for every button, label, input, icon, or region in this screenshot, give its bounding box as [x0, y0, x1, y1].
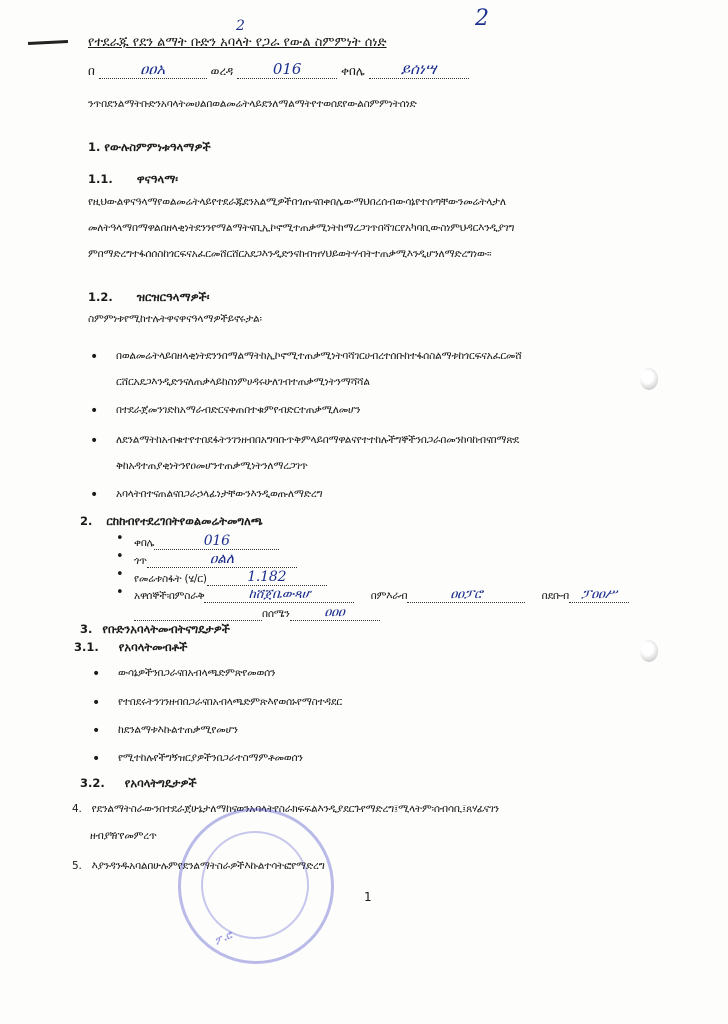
list-item-continuation: ርሸርአደጋእንዲድንናለጠቃላይከስነምሀዳሩሁለገብተጠቃሚነትንማሻሻል	[116, 376, 370, 388]
rights-item: • ከደንልማቱእኩልተጠቃሚየመሆን	[118, 724, 238, 737]
document-title: የተደራጁ የደን ልማት ቡድን አባላት የጋራ የውል ስምምነት ሰነድ	[88, 35, 387, 50]
header-field-label: በ	[88, 64, 95, 78]
land-item: • የመሬቱስፋት (ሄ/ር) 1.182	[134, 569, 327, 586]
numbered-item-continuation: ዘብያዥየመምረጥ	[90, 830, 157, 842]
land-item-north: በሰሜን ዐዐዐ	[134, 605, 380, 621]
rights-item: • ውሳኔዎችንበጋራናበአብላጫድምጽየመወሰን	[118, 667, 275, 680]
punch-hole	[640, 640, 658, 662]
land-item: • ጎጥ ዐልለ	[134, 551, 297, 568]
header-field-label: ቀበሌ	[340, 64, 365, 78]
section-heading: 1. የውሉስምምነቱዓላማዎች	[88, 140, 211, 154]
section-heading: 2. ርከከብየተደረገበትየወልመሬትመግለጫ	[80, 514, 263, 528]
stamp-text: ፖ.ሮ	[213, 929, 236, 948]
title-mark: 2	[236, 18, 245, 34]
list-item: • ለደንልማትከአብቁተየተበደፋትንገንዘብበአግባቡጥቅምላይበማዋልናየተተከሉችግኞችንበጋራበመንከባከብናበማጽደ	[116, 434, 519, 447]
list-item: • አባላትበተናጠልናበጋራኃላፊነታቸውንእንዲወጡለማድረግ	[116, 488, 322, 501]
margin-mark	[28, 40, 68, 45]
header-field-label: ወረዳ	[210, 64, 234, 78]
section-heading: 3. የቡድንአባላትመብትናግዴታዎች	[80, 622, 230, 636]
subsection-heading: 3.2. የአባላትግዴታዎች	[80, 776, 197, 790]
list-item-continuation: ቅከአዳተጠያቂነትንየዐመሆንተጠቃሚነትንለማረጋገጥ	[116, 460, 308, 472]
list-item: • በወልመሬትላይበዘላቂነትደንንበማልማትከኢኮኖሚተጠቃሚነትባሻገርሀብረተሰቡከተፋሰስልማቱከጎርፍናአፈርመሸ	[116, 350, 522, 363]
header-field-value: ይሰነሣ	[400, 60, 437, 78]
subsection-heading: 3.1. የአባላትመብቶች	[74, 640, 188, 654]
land-item: • አዋሰኞች፡በምስራቅ ከሸጀቤውጻሆ በምእራብ ዐዐፓሮ በደቡብ ፓዐዐሥ	[134, 587, 629, 603]
header-field-value: 016	[272, 60, 302, 78]
subsection-intro: ስምምነቱየሚከተሉትዋናዋናዓላማዎችይኖሩታል፡	[88, 313, 262, 325]
paragraph-line: የዚህውልዋናዓላማየወልመሬትላይየተደራጁደንአልሚዎችበጎጡናበቀበሌውማህበረሰብውሳኔየተሰጣቸውንመሬትላታለ	[88, 196, 506, 208]
numbered-item: 4. የደንልማትስራውንበተደራጀሁኔታለማከናወንአባላትየስራክፍፍልእንዲያደርጉየማድረግ፤ሚላትም፡ሰብሳቢ፤ጸሃፊናገን	[72, 803, 499, 815]
rights-item: • የሚተከሉየችግኝዝርያዎችንበጋራተስማምቶመወሰን	[118, 752, 303, 765]
header-fields	[88, 60, 469, 79]
page-number: 1	[364, 890, 372, 904]
official-stamp	[178, 808, 334, 964]
paragraph-line: መለትዓላማበማዋልበዘላቂነትደንንየማልማትናቢኢኮኖሚተጠቃሚነትከማረጋገጥበሻገርየአካባቢውስነምህዳርእንዲያገግ	[88, 222, 515, 234]
numbered-item: 5. እያንዳንዱአባልበሁሉምየደንልማትስራዎችእኩልተሳትፎየማድረግ	[72, 860, 325, 872]
paragraph-line: ምበማድረግተፋሰሰስከጎርፍናአፈርመሸርሸርአደጋእንዲድንናከብዝሃህይወትሃብትተጠቃሚእንዲሆንለማድረግነው፡፡	[88, 248, 492, 260]
subsection-heading: 1.1. ዋናዓላማ፡	[88, 172, 179, 186]
intro-text: ንጥበደንልማትቡድንአባላትመሀልበወልመሬትላይደንለማልማትየተወሰደየውልስምምነትሰነድ	[88, 98, 417, 110]
rights-item: • የተበደሩትንገንዘብበጋራናበአብላጫድምጽእየወሰኑየማስተዳደር	[118, 696, 342, 709]
header-field-value: ዐዐአ	[140, 60, 166, 78]
list-item: • በተደራጀመንገድከአማራብድርናቀጠበተቁምየብድርተጠቃሚለመሆን	[116, 404, 360, 417]
corner-number: 2	[475, 6, 489, 31]
subsection-heading: 1.2. ዝርዝርዓላማዎች፡	[88, 290, 210, 304]
land-item: • ቀበሌ 016	[134, 533, 279, 550]
punch-hole	[640, 368, 658, 390]
